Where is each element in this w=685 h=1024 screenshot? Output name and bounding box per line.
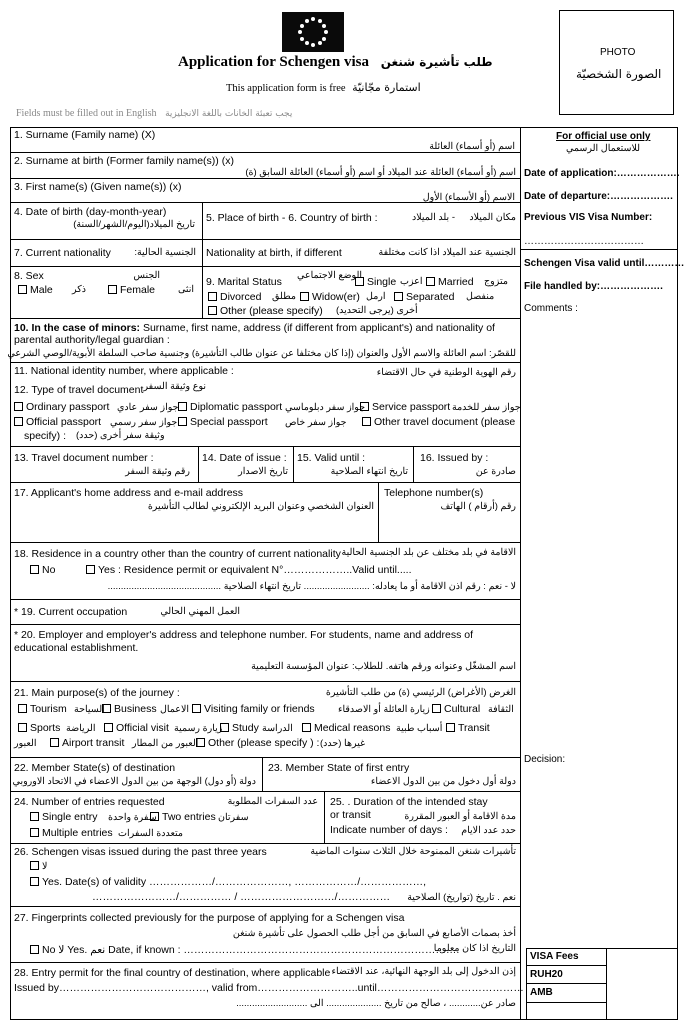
service-arabic: جواز سفر للخدمة (452, 402, 521, 413)
two-entries-arabic: سفرتان (218, 812, 249, 823)
marital-divorced-option[interactable]: Divorced (208, 291, 261, 303)
field-24-label: 24. Number of entries requested (14, 796, 165, 808)
field-12-label-arabic: نوع وثيقة السفر (143, 381, 206, 392)
eu-star-icon (318, 19, 322, 23)
photo-label-arabic: الصورة الشخصيّة (576, 67, 662, 81)
field-18-line-arabic: لا - نعم : رقم اذن الاقامة أو ما يعادله: ......................... تاريخ انتهاء الصلاحية ........................................... (107, 581, 516, 592)
other-purpose-checkbox[interactable] (196, 738, 205, 747)
tourism-checkbox[interactable] (18, 704, 27, 713)
divorced-arabic: مطلق (272, 291, 296, 302)
cultural-arabic: الثقافة (488, 704, 514, 715)
photo-box[interactable] (559, 10, 674, 115)
visa-fees-label: VISA Fees (530, 951, 579, 962)
doc-diplomatic-option[interactable]: Diplomatic passport (178, 401, 282, 413)
separated-arabic: منفصل (466, 291, 495, 302)
medical-arabic: أسباب طبية (396, 723, 443, 734)
entries-single-option[interactable]: Single entry (30, 811, 97, 823)
field-7-label-arabic: الجنسية الحالية: (134, 247, 196, 258)
purpose-cultural-option[interactable]: Cultural (432, 703, 480, 715)
multiple-entries-checkbox[interactable] (30, 828, 39, 837)
date-of-departure: Date of departure:………………. (524, 191, 673, 202)
visiting-checkbox[interactable] (192, 704, 201, 713)
purpose-tourism-option[interactable]: Tourism (18, 703, 67, 715)
diplomatic-passport-checkbox[interactable] (178, 402, 187, 411)
field-7-label: 7. Current nationality (14, 247, 111, 259)
doc-service-option[interactable]: Service passport (360, 401, 450, 413)
business-checkbox[interactable] (102, 704, 111, 713)
sports-checkbox[interactable] (18, 723, 27, 732)
field-16-label-arabic: صادرة عن (475, 466, 516, 477)
field-27-label: 27. Fingerprints collected previously for the purpose of applying for a Schengen visa (14, 912, 405, 924)
other-marital-checkbox[interactable] (208, 306, 217, 315)
doc-ordinary-option[interactable]: Ordinary passport (14, 401, 109, 413)
residence-no-checkbox[interactable] (30, 565, 39, 574)
field-26-line-arabic: نعم . تاريخ (تواريخ) الصلاحية (407, 892, 516, 903)
field-28-label: 28. Entry permit for the final country of destination, where applicable (14, 967, 331, 979)
single-entry-checkbox[interactable] (30, 812, 39, 821)
schengen-valid-until: Schengen Visa valid until………… (524, 258, 685, 269)
eu-star-icon (322, 37, 326, 41)
field-5-label-arabic: مكان الميلاد (469, 212, 516, 223)
free-note: This application form is free (226, 83, 346, 94)
field-5-6-label: 5. Place of birth - 6. Country of birth : (206, 212, 378, 224)
form-title-arabic: طلب تأشيرة شنغن (380, 55, 493, 69)
field-28-label-arabic: إذن الدخول إلى بلد الوجهة النهائية، عند الاقتضاء (331, 966, 516, 977)
file-handled-by: File handled by:………………. (524, 281, 663, 292)
eu-star-icon (318, 41, 322, 45)
field-21-label-arabic: الغرض (الأغراض) الرئيسي (ة) من طلب التأشيرة (325, 687, 516, 698)
field-23-label: 23. Member State of first entry (268, 762, 410, 774)
previous-vis-number-dots: ……………………………… (524, 236, 644, 247)
doc-other-option[interactable]: Other travel document (please (362, 416, 515, 428)
ordinary-arabic: جواز سفر عادي (117, 402, 179, 413)
airport-transit-checkbox[interactable] (50, 738, 59, 747)
fingerprints-line[interactable]: No لا Yes. نعم Date, if known : ……………………………………………………………………. (30, 944, 459, 956)
visas-yes-checkbox[interactable] (30, 877, 39, 886)
business-arabic: الاعمال (160, 704, 190, 715)
telephone-label-arabic: رقم (أرقام ) الهاتف (440, 501, 516, 512)
field-8-label-arabic: الجنس (133, 270, 160, 281)
purpose-official-visit-option[interactable]: Official visit (104, 722, 169, 734)
amb-code: AMB (530, 987, 553, 998)
sex-male-option[interactable]: Male (18, 284, 53, 296)
visiting-arabic: زيارة العائلة أو الاصدقاء (338, 704, 430, 715)
residence-no-option[interactable]: No (30, 564, 55, 576)
field-18-label: 18. Residence in a country other than the country of current nationality (14, 548, 341, 560)
field-26-label-arabic: تأشيرات شنغن الممنوحة خلال الثلاث سنوات الماضية (310, 846, 516, 857)
field-19-label: * 19. Current occupation (14, 606, 128, 618)
other-doc-specify-label: specify) : (24, 430, 67, 442)
eu-star-icon (322, 24, 326, 28)
field-25-label-arabic: مدة الاقامة أو العبور المقررة (404, 811, 516, 822)
single-arabic: اعزب (400, 276, 423, 287)
field-17-label-arabic: العنوان الشخصي وعنوان البريد الإلكتروني لطالب التأشيرة (147, 501, 374, 512)
eu-flag-logo (282, 12, 344, 52)
field-11-label: 11. National identity number, where applicable : (14, 365, 234, 377)
residence-yes-checkbox[interactable] (86, 565, 95, 574)
purpose-airport-option[interactable]: Airport transit (50, 737, 124, 749)
field-12-label: 12. Type of travel document (14, 384, 144, 396)
previous-vis-number: Previous VIS Visa Number: (524, 212, 653, 223)
free-note-arabic: استمارة مجّانيّة (352, 81, 421, 94)
field-28-line-arabic: صادر عن............ ، صالح من تاريخ ..................... الى ........................... (236, 998, 516, 1009)
field-15-label-arabic: تاريخ انتهاء الصلاحية (330, 466, 408, 477)
widow-arabic: ارمل (366, 291, 386, 302)
field-21-label: 21. Main purpose(s) of the journey : (14, 687, 180, 699)
marital-single-option[interactable]: Single (355, 276, 396, 288)
female-arabic: انثى (178, 284, 195, 295)
field-9-label: 9. Marital Status (206, 276, 282, 288)
field-22-label-arabic: دولة (أو دول) الوجهة من بين الدول الاعضاء في الاتحاد الاوروبي (12, 776, 256, 787)
official-use-title: For official use only (556, 131, 651, 142)
sports-arabic: الرياضة (66, 723, 96, 734)
marital-other-option[interactable]: Other (please specify) (208, 305, 323, 317)
medical-checkbox[interactable] (302, 723, 311, 732)
field-4-label: 4. Date of birth (day-month-year) (14, 206, 167, 218)
entries-multiple-option[interactable]: Multiple entries (30, 827, 113, 839)
diplomatic-arabic: جواز سفر دبلوماسي (285, 402, 366, 413)
widow-checkbox[interactable] (300, 292, 309, 301)
entries-two-option[interactable]: Two entries (150, 811, 216, 823)
field-9-label-arabic: الوضع الاجتماعي (297, 270, 362, 281)
field-17-label: 17. Applicant's home address and e-mail address (14, 487, 244, 499)
days-label-arabic: حدد عدد الايام (461, 825, 516, 836)
field-27-label-arabic: أخذ بصمات الأصابع في السابق من أجل طلب الحصول على تأشيرة شنغن (232, 928, 516, 939)
special-passport-checkbox[interactable] (178, 417, 187, 426)
field-25-label: 25. . Duration of the intended stay or transit (330, 796, 488, 821)
date-of-application: Date of application:………………. (524, 168, 680, 179)
sex-female-option[interactable]: Female (108, 284, 155, 296)
field-3-label: 3. First name(s) (Given name(s)) (x) (14, 181, 182, 193)
purpose-sports-option[interactable]: Sports (18, 722, 60, 734)
field-23-label-arabic: دولة أول دخول من بين الدول الاعضاء (370, 776, 516, 787)
field-24-label-arabic: عدد السفرات المطلوبة (227, 796, 318, 807)
fingerprints-no-checkbox[interactable] (30, 945, 39, 954)
field-2-label: 2. Surname at birth (Former family name(s)) (x) (14, 155, 234, 167)
other-doc-arabic: وثيقة سفر أخرى (حدد) (76, 430, 165, 441)
field-11-label-arabic: رقم الهوية الوطنية في حال الاقتضاء (376, 367, 516, 378)
purpose-business-option[interactable]: Business (102, 703, 157, 715)
purpose-medical-option[interactable]: Medical reasons (302, 722, 390, 734)
special-arabic: جواز سفر خاص (285, 417, 347, 428)
field-18-label-arabic: الاقامة في بلد مختلف عن بلد الجنسية الحالية (341, 547, 516, 558)
study-arabic: الدراسة (262, 723, 293, 734)
other-marital-arabic: أخرى (يرجى التحديد) (336, 305, 418, 316)
eu-star-icon (300, 37, 304, 41)
days-label: Indicate number of days : (330, 824, 448, 836)
field-19-label-arabic: العمل المهني الحالي (160, 606, 240, 617)
form-title: Application for Schengen visa (178, 54, 369, 70)
visas-validity-line2: ……………………/…………… / ………………………/…………… (92, 891, 391, 903)
marital-married-option[interactable]: Married (426, 276, 474, 288)
eu-star-icon (298, 30, 302, 34)
single-entry-arabic: سفرة واحدة (108, 812, 157, 823)
nationality-at-birth-label-arabic: الجنسية عند الميلاد اذا كانت مختلفة (378, 247, 516, 258)
ruh-code: RUH20 (530, 969, 563, 980)
field-1-label-arabic: اسم (أو أسماء) العائلة (429, 141, 515, 152)
airport-arabic: العبور من المطار (132, 738, 199, 749)
two-entries-checkbox[interactable] (150, 812, 159, 821)
field-10-label: 10. In the case of minors: Surname, first name, address (if different from applicant's) and nationality of parental authority/legal guardian : (14, 322, 495, 346)
study-checkbox[interactable] (220, 723, 229, 732)
doc-official-option[interactable]: Official passport (14, 416, 101, 428)
visas-yes-option[interactable]: Yes. Date(s) of validity ………………/…………………, ………………/………………, (30, 876, 426, 888)
field-1-label: 1. Surname (Family name) (X) (14, 129, 156, 141)
marital-widow-option[interactable]: Widow(er) (300, 291, 360, 303)
divorced-checkbox[interactable] (208, 292, 217, 301)
telephone-label: Telephone number(s) (384, 487, 484, 499)
eu-star-icon (305, 41, 309, 45)
eu-star-icon (311, 17, 315, 21)
issued-by-line[interactable]: Issued by……………………………………, valid from………………………..until…………………………………… (14, 982, 524, 994)
purpose-transit-option[interactable]: Transit (446, 722, 490, 734)
female-checkbox[interactable] (108, 285, 117, 294)
eu-star-icon (324, 30, 328, 34)
transit-arabic: العبور (14, 738, 37, 749)
eu-star-icon (311, 43, 315, 47)
single-checkbox[interactable] (355, 277, 364, 286)
comments-label: Comments : (524, 303, 578, 314)
male-arabic: ذكر (72, 284, 86, 295)
surname-input[interactable] (12, 153, 13, 154)
residence-yes-option[interactable]: Yes : Residence permit or equivalent N°………………..Valid until..... (86, 564, 412, 576)
purpose-study-option[interactable]: Study (220, 722, 259, 734)
field-3-label-arabic: الاسم (أو الأسماء) الأول (422, 192, 515, 203)
field-27-date-arabic: التاريخ اذا كان معلوما (433, 943, 516, 954)
official-visit-arabic: زيارة رسمية (174, 723, 223, 734)
doc-special-option[interactable]: Special passport (178, 416, 268, 428)
cultural-checkbox[interactable] (432, 704, 441, 713)
field-22-label: 22. Member State(s) of destination (14, 762, 176, 774)
field-15-label: 15. Valid until : (297, 452, 366, 464)
official-visit-checkbox[interactable] (104, 723, 113, 732)
field-2-label-arabic: اسم (أو أسماء) العائلة عند الميلاد أو اسم (أو أسماء) العائلة السابق (ة) (245, 167, 516, 178)
field-14-label-arabic: تاريخ الاصدار (238, 466, 288, 477)
other-purpose-arabic: غيرها (حدد) (320, 738, 366, 749)
fields-note: Fields must be filled out in English (16, 108, 157, 119)
field-16-label: 16. Issued by : (420, 452, 489, 464)
tourism-arabic: السياحة (74, 704, 105, 715)
official-passport-checkbox[interactable] (14, 417, 23, 426)
eu-star-icon (305, 19, 309, 23)
field-14-label: 14. Date of issue : (202, 452, 287, 464)
male-checkbox[interactable] (18, 285, 27, 294)
married-checkbox[interactable] (426, 277, 435, 286)
married-arabic: متزوج (484, 276, 508, 287)
transit-checkbox[interactable] (446, 723, 455, 732)
field-13-label-arabic: رقم وثيقة السفر (125, 466, 190, 477)
service-passport-checkbox[interactable] (360, 402, 369, 411)
field-10-label-arabic: للقصّر: اسم العائلة والاسم الأول والعنوان (إذا كان مختلفا عن عنوان طالب التأشيرة) وجنسية صاحب السلطة الأبوية/الوصي الشرعي (7, 348, 516, 359)
purpose-other-option[interactable]: Other (please specify ) : (196, 737, 319, 749)
purpose-visiting-option[interactable]: Visiting family or friends (192, 703, 315, 715)
official-passport-arabic: جواز سفر رسمي (110, 417, 178, 428)
fields-note-arabic: يجب تعبئة الخانات باللغة الانجليزية (165, 109, 293, 119)
visas-no-checkbox[interactable] (30, 861, 39, 870)
field-20-label: * 20. Employer and employer's address and telephone number. For students, name and address of educational establishment. (14, 629, 474, 654)
ordinary-passport-checkbox[interactable] (14, 402, 23, 411)
other-doc-checkbox[interactable] (362, 417, 371, 426)
nationality-at-birth-label: Nationality at birth, if different (206, 247, 342, 259)
marital-separated-option[interactable]: Separated (394, 291, 454, 303)
field-13-label: 13. Travel document number : (14, 452, 154, 464)
separated-checkbox[interactable] (394, 292, 403, 301)
multiple-entries-arabic: متعددة السفرات (118, 828, 184, 839)
field-8-label: 8. Sex (14, 270, 44, 282)
decision-label: Decision: (524, 754, 566, 765)
official-use-title-arabic: للاستعمال الرسمي (566, 143, 641, 154)
eu-star-icon (300, 24, 304, 28)
field-4-label-arabic: تاريخ الميلاد(اليوم/الشهر/السنة) (73, 219, 195, 230)
field-6-label-arabic: - بلد الميلاد (411, 212, 455, 223)
photo-label: PHOTO (600, 47, 636, 58)
field-20-label-arabic: اسم المشغّل وعنوانه ورقم هاتفه. للطلاب: عنوان المؤسسة التعليمية (251, 661, 516, 672)
field-26-label: 26. Schengen visas issued during the past three years (14, 846, 267, 858)
visas-no-option[interactable]: لا (30, 860, 47, 872)
